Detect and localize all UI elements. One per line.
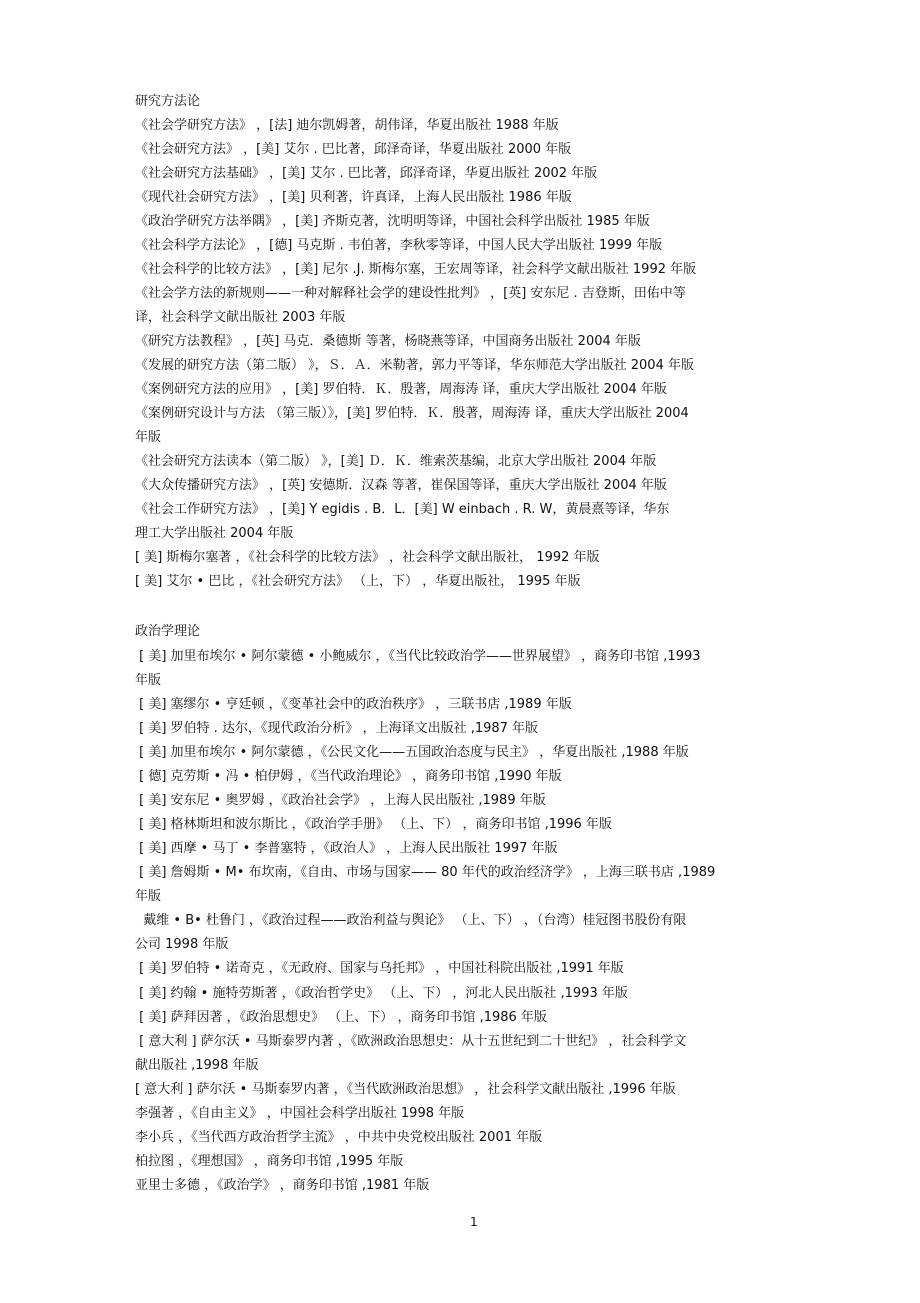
reference-line-continuation: 献出版社 ,1998 年版 <box>135 1058 259 1073</box>
reference-line-continuation: 公司 1998 年版 <box>135 937 229 952</box>
reference-line: 《社会学方法的新规则——一种对解释社会学的建设性批判》 ，[英] 安东尼 . 吉登斯，田佑中等 <box>135 286 686 301</box>
reference-line: [ 美] 加里布埃尔 • 阿尔蒙德 • 小鲍威尔 ，《当代比较政治学——世界展望》 ，商务印书馆 ,1993 <box>135 649 701 664</box>
reference-line: [ 美] 罗伯特 . 达尔，《现代政治分析》 ，上海译文出版社 ,1987 年版 <box>135 721 539 736</box>
reference-line-continuation: 理工大学出版社 2004 年版 <box>135 526 294 541</box>
reference-line-continuation: 年版 <box>135 889 162 904</box>
reference-line: [ 美] 安东尼 • 奥罗姆 ，《政治社会学》 ，上海人民出版社 ,1989 年版 <box>135 793 546 808</box>
reference-line-continuation: 译，社会科学文献出版社 2003 年版 <box>135 310 346 325</box>
reference-line: [ 美] 萨拜因著 ，《政治思想史》 （上、下） ，商务印书馆 ,1986 年版 <box>135 1010 547 1025</box>
reference-line: 《社会研究方法基础》 ，[美] 艾尔 . 巴比著，邱泽奇译，华夏出版社 2002 年版 <box>135 166 598 181</box>
reference-line: 戴维 • B• 杜鲁门 ，《政治过程——政治利益与舆论》 （上、下） ，（台湾）桂冠图书股份有限 <box>135 913 687 928</box>
reference-line-continuation: 年版 <box>135 673 162 688</box>
reference-line: 《政治学研究方法举隅》 ，[美] 齐斯克著，沈明明等译，中国社会科学出版社 1985 年版 <box>135 214 650 229</box>
reference-line: 柏拉图 ，《理想国》 ，商务印书馆 ,1995 年版 <box>135 1154 404 1169</box>
reference-line: [ 美] 詹姆斯 • M• 布坎南，《自由、市场与国家—— 80 年代的政治经济学》 ，上海三联书店 ,1989 <box>135 865 716 880</box>
reference-line: [ 美] 西摩 • 马丁 • 李普塞特 ，《政治人》 ，上海人民出版社 1997 年版 <box>135 841 558 856</box>
reference-line: 李小兵 ，《当代西方政治哲学主流》 ，中共中央党校出版社 2001 年版 <box>135 1130 543 1145</box>
reference-line: 李强著 ，《自由主义》 ，中国社会科学出版社 1998 年版 <box>135 1106 465 1121</box>
reference-line: [ 美] 约翰 • 施特劳斯著 ，《政治哲学史》 （上、下） ，河北人民出版社 ,1993 年版 <box>135 986 628 1001</box>
page-number: 1 <box>470 1215 478 1229</box>
reference-line: 《大众传播研究方法》 ，[英] 安德斯．汉森 等著，崔保国等译，重庆大学出版社 2004 年版 <box>135 478 667 493</box>
reference-line: 《社会科学的比较方法》 ，[美] 尼尔 .J. 斯梅尔塞，王宏周等译，社会科学文献出版社 1992 年版 <box>135 262 697 277</box>
reference-line: 《案例研究方法的应用》 ，[美] 罗伯特．Ｋ．殷著，周海涛 译，重庆大学出版社 2004 年版 <box>135 382 667 397</box>
reference-line: [ 意大利 ] 萨尔沃 • 马斯泰罗内著 ，《欧洲政治思想史：从十五世纪到二十世纪》 ，社会科学文 <box>135 1034 687 1049</box>
reference-line: 《社会科学方法论》 ，[德] 马克斯 . 韦伯著，李秋零等译，中国人民大学出版社 1999 年版 <box>135 238 663 253</box>
reference-line: 《发展的研究方法（第二版） 》，Ｓ．Ａ．米勒著，郭力平等译，华东师范大学出版社 2004 年版 <box>135 358 694 373</box>
reference-line: [ 美] 斯梅尔塞著 ，《社会科学的比较方法》 ，社会科学文献出版社， 1992 年版 <box>135 550 600 565</box>
reference-line: 《社会学研究方法》 ，[法] 迪尔凯姆著，胡伟译，华夏出版社 1988 年版 <box>135 118 559 133</box>
reference-line: [ 美] 加里布埃尔 • 阿尔蒙德 ，《公民文化——五国政治态度与民主》 ，华夏出版社 ,1988 年版 <box>135 745 689 760</box>
reference-line: 《社会研究方法读本（第二版） 》，[美] Ｄ．Ｋ．维索茨基编，北京大学出版社 2004 年版 <box>135 454 657 469</box>
reference-line: 《现代社会研究方法》 ，[美] 贝利著，许真译，上海人民出版社 1986 年版 <box>135 190 572 205</box>
reference-line: [ 意大利 ] 萨尔沃 • 马斯泰罗内著 ，《当代欧洲政治思想》 ，社会科学文献出版社 ,1996 年版 <box>135 1082 676 1097</box>
reference-line: [ 美] 格林斯坦和波尔斯比 ，《政治学手册》 （上、下） ，商务印书馆 ,1996 年版 <box>135 817 612 832</box>
reference-line: 《研究方法教程》 ，[英] 马克．桑德斯 等著，杨晓燕等译，中国商务出版社 2004 年版 <box>135 334 641 349</box>
reference-line: 《案例研究设计与方法 （第三版）》，[美] 罗伯特．Ｋ．殷著，周海涛 译，重庆大学出版社 2004 <box>135 406 689 421</box>
reference-line: 《社会研究方法》 ，[美] 艾尔 . 巴比著，邱泽奇译，华夏出版社 2000 年版 <box>135 142 572 157</box>
reference-line: [ 美] 罗伯特 • 诺奇克 ，《无政府、国家与乌托邦》 ，中国社科院出版社 ,1991 年版 <box>135 961 624 976</box>
reference-line: [ 美] 塞缪尔 • 亨廷顿 ，《变革社会中的政治秩序》 ，三联书店 ,1989 年版 <box>135 697 572 712</box>
section-title-research-methods: 研究方法论 <box>135 94 201 109</box>
reference-line: 《社会工作研究方法》 ，[美] Y egidis . B．L．[美] W einbach . R. W，黄晨熹等译，华东 <box>135 502 670 517</box>
section-title-political-theory: 政治学理论 <box>135 624 201 639</box>
reference-line: [ 德] 克劳斯 • 冯 • 柏伊姆 ，《当代政治理论》 ，商务印书馆 ,1990 年版 <box>135 769 562 784</box>
reference-line: 亚里士多德 ，《政治学》 ，商务印书馆 ,1981 年版 <box>135 1178 430 1193</box>
reference-line-continuation: 年版 <box>135 430 162 445</box>
reference-line: [ 美] 艾尔 • 巴比 ，《社会研究方法》 （上，下） ，华夏出版社， 1995 年版 <box>135 574 581 589</box>
